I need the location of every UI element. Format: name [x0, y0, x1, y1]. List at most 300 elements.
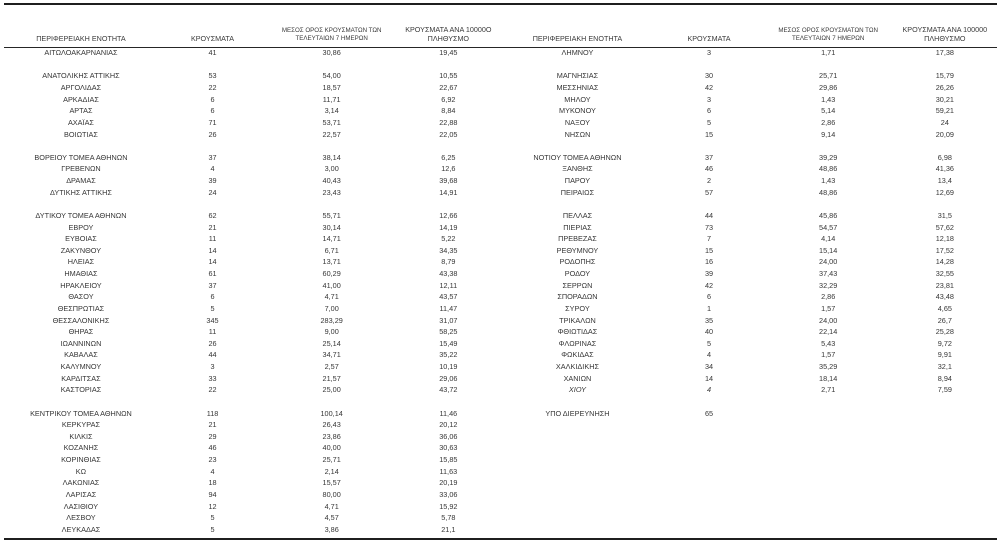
avg-7day-cell: 54,57 — [819, 222, 838, 232]
cases-cell: 62 — [208, 210, 217, 220]
table-row — [4, 163, 501, 175]
cases-cell — [654, 489, 763, 501]
table-row — [4, 233, 501, 245]
per-100k-cell: 59,21 — [935, 106, 954, 116]
per-100k-cell: 15,92 — [439, 501, 458, 511]
region-name-cell: ΚΑΒΑΛΑΣ — [64, 350, 98, 360]
table-row — [4, 152, 501, 164]
avg-7day-cell: 4,71 — [324, 501, 339, 511]
avg-7day-cell: 48,86 — [819, 164, 838, 174]
avg-7day-cell: 38,14 — [322, 152, 341, 162]
column-header-3 — [267, 4, 396, 47]
per-100k-cell — [893, 59, 997, 71]
region-name-cell: ΒΟΙΩΤΙΑΣ — [64, 129, 98, 139]
per-100k-cell: 22,88 — [439, 117, 458, 127]
cases-cell: 42 — [704, 280, 714, 290]
avg-7day-cell — [764, 489, 893, 501]
table-row — [4, 256, 501, 268]
table-row — [4, 268, 501, 280]
avg-7day-cell: 53,71 — [322, 117, 341, 127]
table-row — [501, 361, 998, 373]
avg-7day-cell: 60,29 — [322, 269, 341, 279]
avg-7day-cell: 29,86 — [819, 83, 838, 93]
region-name-cell — [501, 419, 655, 431]
table-row — [501, 373, 998, 385]
per-100k-cell: 12,11 — [439, 280, 458, 290]
region-name-cell: ΦΛΩΡΙΝΑΣ — [558, 338, 597, 348]
avg-7day-cell: 2,86 — [821, 117, 836, 127]
per-100k-cell: 58,25 — [439, 327, 458, 337]
table-row — [4, 338, 501, 350]
per-100k-cell: 22,67 — [439, 83, 458, 93]
region-name-cell: ΤΡΙΚΑΛΩΝ — [559, 315, 596, 325]
cases-cell: 37 — [704, 152, 714, 162]
table-row — [4, 454, 501, 466]
column-header-3 — [764, 4, 893, 47]
cases-cell: 39 — [208, 176, 217, 186]
table-row — [4, 70, 501, 82]
per-100k-cell — [396, 198, 500, 210]
avg-7day-cell — [764, 524, 893, 536]
region-name-cell: ΡΕΘΥΜΝΟΥ — [556, 245, 599, 255]
per-100k-cell — [893, 198, 997, 210]
table-row — [4, 500, 501, 512]
avg-7day-cell: 3,14 — [324, 106, 339, 116]
avg-7day-cell: 25,14 — [322, 338, 341, 348]
per-100k-cell: 12,69 — [935, 187, 954, 197]
avg-7day-cell — [764, 477, 893, 489]
table-row — [501, 407, 998, 419]
table-row — [4, 442, 501, 454]
spacer-row — [4, 59, 501, 71]
cases-cell: 39 — [704, 269, 714, 279]
table-row — [501, 82, 998, 94]
per-100k-cell: 34,35 — [439, 245, 458, 255]
cases-cell — [654, 524, 763, 536]
avg-7day-cell: 24,00 — [819, 315, 838, 325]
per-100k-cell: 43,72 — [439, 385, 458, 395]
cases-cell — [158, 396, 267, 408]
region-name-cell: ΘΕΣΠΡΩΤΙΑΣ — [57, 303, 105, 313]
avg-7day-cell: 5,14 — [821, 106, 836, 116]
cases-cell: 5 — [706, 117, 712, 127]
cases-cell — [654, 466, 763, 478]
cases-cell: 94 — [208, 489, 217, 499]
region-name-cell — [501, 396, 655, 408]
region-name-cell: ΛΕΥΚΑΔΑΣ — [61, 524, 101, 534]
table-row — [4, 489, 501, 501]
region-name-cell: ΑΧΑΪΑΣ — [67, 117, 94, 127]
region-name-cell: ΜΕΣΣΗΝΙΑΣ — [556, 83, 599, 93]
region-name-cell: ΚΩ — [75, 466, 87, 476]
cases-cell: 4 — [210, 466, 215, 476]
cases-cell: 118 — [206, 408, 219, 418]
cases-cell — [158, 198, 267, 210]
per-100k-cell: 11,46 — [439, 408, 458, 418]
table-row — [501, 152, 998, 164]
per-100k-cell: 30,21 — [935, 94, 954, 104]
table-row — [501, 338, 998, 350]
per-100k-cell — [396, 396, 500, 408]
column-header-line: ΤΕΛΕΥΤΑΙΩΝ 7 ΗΜΕΡΩΝ — [791, 35, 865, 43]
spacer-row — [4, 140, 501, 152]
per-100k-cell: 26,26 — [935, 83, 954, 93]
table-row — [501, 70, 998, 82]
table-row — [4, 47, 501, 59]
cases-cell: 16 — [704, 257, 714, 267]
per-100k-cell — [396, 59, 500, 71]
region-name-cell: ΣΕΡΡΩΝ — [562, 280, 593, 290]
per-100k-cell: 32,55 — [935, 269, 954, 279]
avg-7day-cell: 54,00 — [322, 71, 341, 81]
region-name-cell: ΛΑΣΙΘΙΟΥ — [63, 501, 99, 511]
column-header-line: ΚΡΟΥΣΜΑΤΑ — [687, 34, 731, 44]
cases-cell: 5 — [210, 524, 215, 534]
cases-cell — [158, 140, 267, 152]
per-100k-cell — [893, 477, 997, 489]
header-row — [4, 4, 501, 47]
cases-cell — [158, 59, 267, 71]
table-row — [4, 291, 501, 303]
cases-cell — [654, 198, 763, 210]
table-row — [4, 128, 501, 140]
region-name-cell: ΚΟΖΑΝΗΣ — [63, 443, 99, 453]
table-row — [501, 47, 998, 59]
column-header-line: ΠΕΡΙΦΕΡΕΙΑΚΗ ΕΝΟΤΗΤΑ — [532, 34, 623, 44]
table-row — [4, 187, 501, 199]
avg-7day-cell: 40,00 — [322, 443, 341, 453]
region-name-cell: ΞΑΝΘΗΣ — [562, 164, 593, 174]
region-name-cell: ΗΜΑΘΙΑΣ — [64, 269, 98, 279]
region-name-cell — [501, 431, 655, 443]
cases-cell: 6 — [706, 106, 712, 116]
avg-7day-cell — [764, 454, 893, 466]
per-100k-cell: 13,4 — [937, 176, 952, 186]
avg-7day-cell: 15,14 — [819, 245, 838, 255]
table-row — [4, 94, 501, 106]
region-name-cell: ΑΝΑΤΟΛΙΚΗΣ ΑΤΤΙΚΗΣ — [42, 71, 120, 81]
cases-cell — [654, 59, 763, 71]
cases-cell: 37 — [208, 152, 217, 162]
region-name-cell: ΠΕΙΡΑΙΩΣ — [560, 187, 595, 197]
cases-cell: 14 — [704, 373, 714, 383]
avg-7day-cell: 1,57 — [821, 350, 836, 360]
region-name-cell — [501, 454, 655, 466]
region-name-cell: ΚΟΡΙΝΘΙΑΣ — [61, 455, 101, 465]
table-row — [4, 303, 501, 315]
avg-7day-cell: 2,71 — [821, 385, 836, 395]
region-name-cell: ΡΟΔΟΠΗΣ — [559, 257, 596, 267]
region-name-cell: ΚΙΛΚΙΣ — [69, 431, 93, 441]
spacer-row — [501, 396, 998, 408]
table-row — [4, 314, 501, 326]
table-row — [4, 407, 501, 419]
per-100k-cell — [893, 431, 997, 443]
per-100k-cell: 4,65 — [937, 303, 952, 313]
cases-cell: 12 — [208, 501, 217, 511]
avg-7day-cell: 6,71 — [324, 245, 339, 255]
spacer-row — [4, 198, 501, 210]
spacer-row — [501, 431, 998, 443]
region-name-cell: ΧΙΟΥ — [568, 385, 586, 395]
region-name-cell: ΠΕΛΛΑΣ — [562, 210, 593, 220]
per-100k-cell — [893, 407, 997, 419]
cases-cell: 11 — [208, 327, 217, 337]
avg-7day-cell — [267, 140, 396, 152]
region-name-cell: ΑΡΚΑΔΙΑΣ — [63, 94, 99, 104]
table-row — [501, 105, 998, 117]
cases-table-left — [4, 4, 501, 535]
per-100k-cell: 12,6 — [441, 164, 456, 174]
avg-7day-cell: 25,00 — [322, 385, 341, 395]
spacer-row — [501, 477, 998, 489]
table-row — [501, 349, 998, 361]
table-row — [4, 419, 501, 431]
avg-7day-cell: 4,14 — [821, 234, 836, 244]
table-row — [501, 256, 998, 268]
cases-cell — [654, 477, 763, 489]
region-name-cell — [501, 466, 655, 478]
cases-cell — [654, 454, 763, 466]
column-header-2 — [654, 4, 763, 47]
cases-cell: 18 — [208, 478, 217, 488]
spacer-row — [501, 59, 998, 71]
region-name-cell — [501, 524, 655, 536]
cases-cell: 4 — [706, 385, 712, 395]
table-row — [501, 268, 998, 280]
cases-cell: 14 — [208, 245, 217, 255]
per-100k-cell: 31,07 — [439, 315, 458, 325]
cases-cell: 73 — [704, 222, 714, 232]
cases-cell — [654, 396, 763, 408]
region-name-cell: ΧΑΛΚΙΔΙΚΗΣ — [555, 362, 599, 372]
cases-cell: 42 — [704, 83, 714, 93]
cases-cell: 22 — [208, 83, 217, 93]
table-row — [4, 384, 501, 396]
avg-7day-cell: 5,43 — [821, 338, 836, 348]
cases-cell: 22 — [208, 385, 217, 395]
cases-cell: 26 — [208, 129, 217, 139]
cases-cell: 5 — [706, 338, 712, 348]
per-100k-cell: 41,36 — [935, 164, 954, 174]
avg-7day-cell: 35,29 — [819, 362, 838, 372]
avg-7day-cell: 14,71 — [322, 234, 341, 244]
per-100k-cell — [893, 524, 997, 536]
cases-cell: 6 — [210, 94, 215, 104]
per-100k-cell — [893, 466, 997, 478]
spacer-row — [501, 524, 998, 536]
avg-7day-cell: 4,71 — [324, 292, 339, 302]
column-header-line: ΚΡΟΥΣΜΑΤΑ — [190, 34, 235, 44]
table-row — [501, 233, 998, 245]
cases-cell: 4 — [706, 350, 712, 360]
avg-7day-cell — [267, 396, 396, 408]
cases-cell: 44 — [208, 350, 217, 360]
column-header-4 — [893, 4, 997, 47]
per-100k-cell — [893, 442, 997, 454]
column-header-4 — [396, 4, 500, 47]
per-100k-cell — [893, 512, 997, 524]
region-name-cell — [4, 396, 158, 408]
avg-7day-cell: 1,43 — [821, 94, 836, 104]
avg-7day-cell — [764, 419, 893, 431]
cases-cell: 3 — [706, 48, 712, 58]
avg-7day-cell: 21,57 — [322, 373, 341, 383]
region-name-cell: ΖΑΚΥΝΘΟΥ — [60, 245, 102, 255]
table-row — [501, 163, 998, 175]
tables-container — [4, 4, 997, 535]
region-name-cell — [501, 512, 655, 524]
region-name-cell — [501, 489, 655, 501]
table-row — [4, 82, 501, 94]
cases-cell: 37 — [208, 280, 217, 290]
per-100k-cell: 9,91 — [937, 350, 952, 360]
per-100k-cell — [893, 140, 997, 152]
region-name-cell: ΙΩΑΝΝΙΝΩΝ — [60, 338, 102, 348]
per-100k-cell — [893, 489, 997, 501]
region-name-cell: ΦΩΚΙΔΑΣ — [561, 350, 594, 360]
per-100k-cell — [893, 454, 997, 466]
avg-7day-cell: 22,14 — [819, 327, 838, 337]
per-100k-cell: 29,06 — [439, 373, 458, 383]
table-row — [4, 361, 501, 373]
per-100k-cell: 12,66 — [439, 210, 458, 220]
per-100k-cell: 23,81 — [935, 280, 954, 290]
per-100k-cell: 19,45 — [439, 48, 458, 58]
avg-7day-cell: 1,71 — [821, 48, 836, 58]
region-name-cell: ΔΥΤΙΚΗΣ ΑΤΤΙΚΗΣ — [50, 187, 112, 197]
avg-7day-cell — [764, 59, 893, 71]
column-header-2 — [158, 4, 267, 47]
table-row — [4, 477, 501, 489]
table-row — [501, 245, 998, 257]
avg-7day-cell: 25,71 — [819, 71, 838, 81]
per-100k-cell: 43,57 — [439, 292, 458, 302]
per-100k-cell: 22,05 — [439, 129, 458, 139]
spacer-row — [501, 512, 998, 524]
column-header-line: ΜΕΣΟΣ ΟΡΟΣ ΚΡΟΥΣΜΑΤΩΝ ΤΩΝ — [778, 27, 878, 35]
table-row — [4, 466, 501, 478]
avg-7day-cell: 41,00 — [322, 280, 341, 290]
table-row — [4, 524, 501, 536]
table-row — [501, 280, 998, 292]
spacer-row — [501, 140, 998, 152]
cases-cell: 3 — [706, 94, 712, 104]
cases-cell: 40 — [704, 327, 714, 337]
per-100k-cell: 15,49 — [439, 338, 458, 348]
region-name-cell: ΘΕΣΣΑΛΟΝΙΚΗΣ — [52, 315, 110, 325]
cases-cell: 53 — [208, 71, 217, 81]
region-name-cell — [4, 140, 158, 152]
per-100k-cell — [893, 419, 997, 431]
cases-cell: 61 — [208, 269, 217, 279]
avg-7day-cell: 24,00 — [819, 257, 838, 267]
avg-7day-cell: 2,86 — [821, 292, 836, 302]
per-100k-cell: 9,72 — [937, 338, 952, 348]
per-100k-cell: 8,84 — [441, 106, 456, 116]
per-100k-cell: 10,55 — [439, 71, 458, 81]
region-name-cell: ΛΗΜΝΟΥ — [561, 48, 594, 58]
spacer-row — [501, 500, 998, 512]
avg-7day-cell: 2,57 — [324, 362, 339, 372]
avg-7day-cell: 3,86 — [324, 524, 339, 534]
region-name-cell: ΔΥΤΙΚΟΥ ΤΟΜΕΑ ΑΘΗΝΩΝ — [35, 210, 127, 220]
table-row — [501, 175, 998, 187]
region-name-cell: ΒΟΡΕΙΟΥ ΤΟΜΕΑ ΑΘΗΝΩΝ — [34, 152, 128, 162]
cases-table-right — [501, 4, 998, 535]
region-name-cell: ΕΥΒΟΙΑΣ — [65, 234, 97, 244]
avg-7day-cell: 2,14 — [324, 466, 339, 476]
cases-cell: 65 — [704, 408, 714, 418]
region-name-cell: ΕΒΡΟΥ — [68, 222, 94, 232]
per-100k-cell: 20,12 — [439, 420, 458, 430]
cases-cell — [654, 140, 763, 152]
column-header-1 — [4, 4, 158, 47]
cases-cell: 1 — [706, 303, 712, 313]
avg-7day-cell — [764, 396, 893, 408]
avg-7day-cell: 26,43 — [322, 420, 341, 430]
table-row — [4, 326, 501, 338]
region-name-cell — [501, 442, 655, 454]
cases-cell: 57 — [704, 187, 714, 197]
cases-cell: 41 — [208, 48, 217, 58]
per-100k-cell: 17,38 — [935, 48, 954, 58]
bottom-rule — [4, 538, 997, 540]
region-name-cell: ΛΕΣΒΟΥ — [66, 513, 96, 523]
region-name-cell: ΠΙΕΡΙΑΣ — [563, 222, 592, 232]
per-100k-cell: 7,59 — [937, 385, 952, 395]
cases-cell — [654, 431, 763, 443]
region-name-cell — [501, 59, 655, 71]
per-100k-cell — [893, 396, 997, 408]
region-name-cell: ΗΛΕΙΑΣ — [67, 257, 95, 267]
column-header-line: ΠΛΗΘΥΣΜΟ — [427, 34, 470, 44]
avg-7day-cell: 34,71 — [322, 350, 341, 360]
table-row — [4, 175, 501, 187]
region-name-cell: ΑΡΓΟΛΙΔΑΣ — [60, 83, 102, 93]
avg-7day-cell: 3,00 — [324, 164, 339, 174]
avg-7day-cell: 283,29 — [320, 315, 343, 325]
cases-cell: 6 — [210, 106, 215, 116]
region-name-cell: ΝΟΤΙΟΥ ΤΟΜΕΑ ΑΘΗΝΩΝ — [533, 152, 622, 162]
region-name-cell: ΡΟΔΟΥ — [564, 269, 591, 279]
avg-7day-cell — [764, 140, 893, 152]
avg-7day-cell: 100,14 — [320, 408, 343, 418]
spacer-row — [501, 198, 998, 210]
avg-7day-cell — [267, 59, 396, 71]
per-100k-cell: 30,63 — [439, 443, 458, 453]
avg-7day-cell: 30,14 — [322, 222, 341, 232]
per-100k-cell: 6,92 — [441, 94, 456, 104]
cases-cell: 6 — [210, 292, 215, 302]
table-row — [4, 245, 501, 257]
avg-7day-cell: 25,71 — [322, 455, 341, 465]
avg-7day-cell: 30,86 — [322, 48, 341, 58]
avg-7day-cell — [764, 198, 893, 210]
table-row — [4, 117, 501, 129]
per-100k-cell: 5,78 — [441, 513, 456, 523]
table-row — [501, 384, 998, 396]
cases-cell: 2 — [706, 176, 712, 186]
region-name-cell: ΚΕΝΤΡΙΚΟΥ ΤΟΜΕΑ ΑΘΗΝΩΝ — [30, 408, 132, 418]
avg-7day-cell — [764, 407, 893, 419]
cases-cell: 21 — [208, 222, 217, 232]
per-100k-cell: 8,94 — [937, 373, 952, 383]
table-row — [501, 128, 998, 140]
avg-7day-cell — [267, 198, 396, 210]
avg-7day-cell: 80,00 — [322, 489, 341, 499]
avg-7day-cell: 48,86 — [819, 187, 838, 197]
